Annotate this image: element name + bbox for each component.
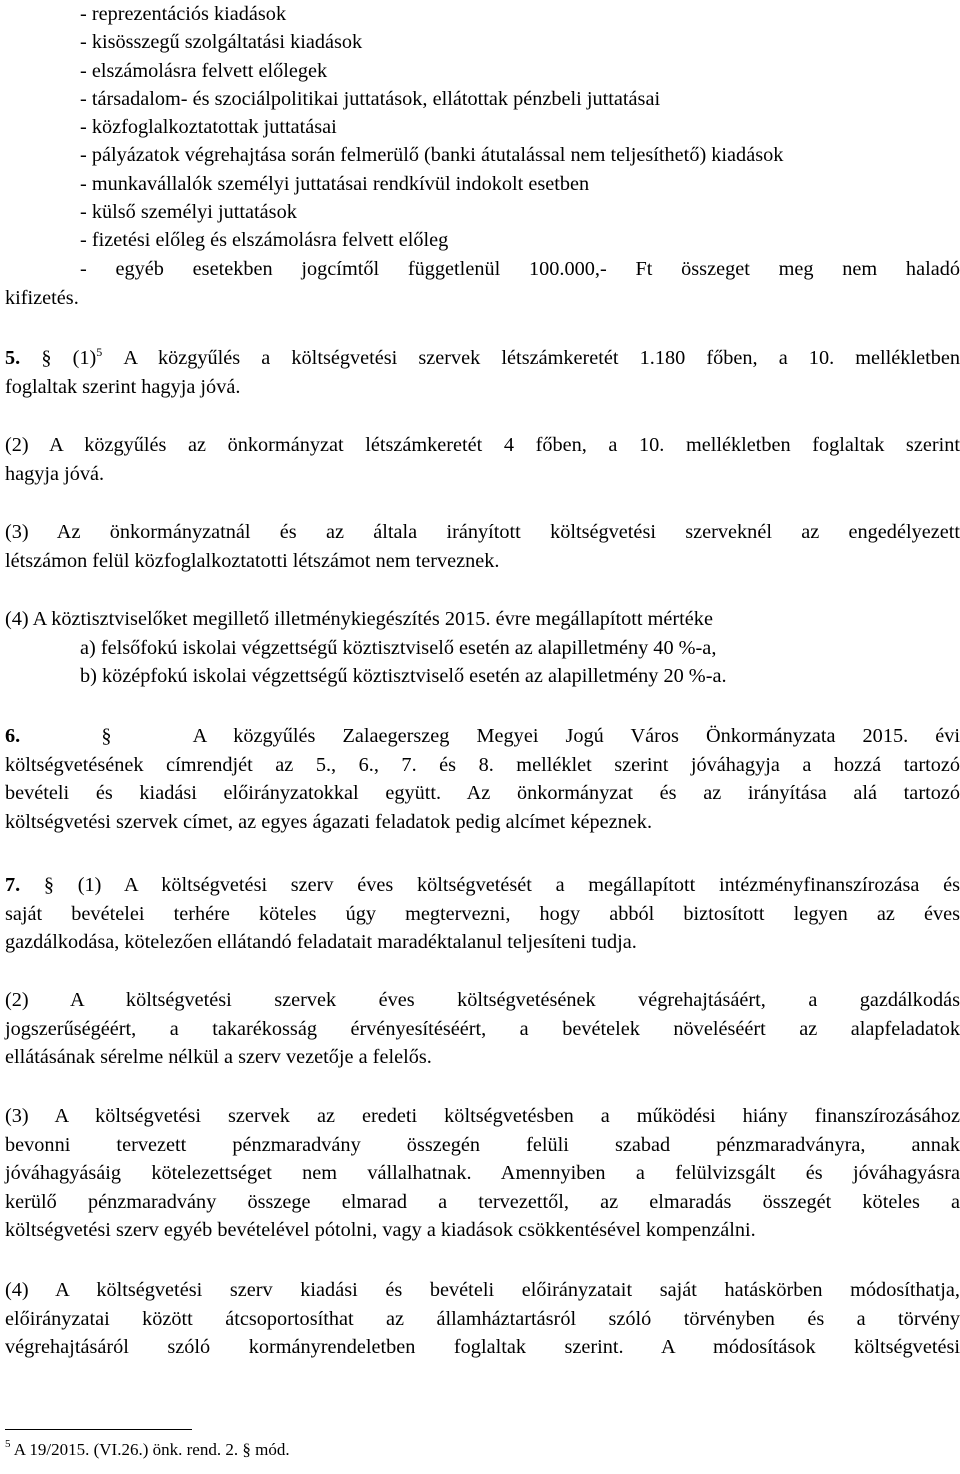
paragraph-text: (2) A költségvetési szervek éves költségvetésének végrehajtásáért, a gazdálkodás [5, 989, 960, 1011]
paragraph-text: jóváhagyásáig kötelezettséget nem vállalhatnak. Amennyiben a felülvizsgált és jóváhagyásra [5, 1162, 960, 1185]
paragraph-text: (3) A költségvetési szervek az eredeti költségvetésben a működési hiány finanszírozásához [5, 1105, 960, 1127]
paragraph-text: bevonni tervezett pénzmaradvány összegén felüli szabad pénzmaradványra, annak [5, 1133, 960, 1156]
section-7-paragraph-2 [5, 986, 960, 1072]
section-5-paragraph-3 [5, 518, 960, 575]
list-item: - társadalom- és szociálpolitikai juttatások, ellátottak pénzbeli juttatásai [80, 87, 661, 110]
paragraph-text: ellátásának sérelme nélkül a szerv vezetője a felelős. [5, 1046, 432, 1069]
paragraph-text: (3) Az önkormányzatnál és az általa irányított költségvetési szerveknél az engedélyezett [5, 521, 960, 543]
paragraph-text: (4) A köztisztviselőket megillető illetménykiegészítés 2015. évre megállapított mértéke [5, 608, 713, 630]
footnote [5, 1437, 290, 1463]
paragraph-text: (1) A költségvetési szerv éves költségvetését a megállapított intézményfinanszírozása és [77, 874, 960, 896]
paragraph-text: A közgyűlés Zalaegerszeg Megyei Jogú Város Önkormányzata 2015. évi [192, 725, 960, 747]
paragraph-subitem: b) középfokú iskolai végzettségű köztisztviselő esetén az alapilletmény 20 %-a. [80, 665, 727, 688]
paragraph-text: végrehajtásáról szóló kormányrendeletben foglaltak szerint. A módosítások költségvetési [5, 1336, 960, 1359]
paragraph-text: költségvetési szerv egyéb bevételével pótolni, vagy a kiadások csökkentésével kompenzálni. [5, 1219, 756, 1242]
list-item: - reprezentációs kiadások [80, 3, 287, 25]
footnote-marker: 5 [5, 1438, 11, 1450]
expense-list [5, 0, 960, 313]
paragraph-text: foglaltak szerint hagyja jóvá. [5, 375, 241, 398]
paragraph-text: kerülő pénzmaradvány összege elmarad a tervezettől, az elmaradás összegét köteles a [5, 1190, 960, 1213]
paragraph-subitem: a) felsőfokú iskolai végzettségű köztisztviselő esetén az alapilletmény 40 %-a, [80, 636, 717, 659]
paragraph-text: (2) A közgyűlés az önkormányzat létszámkeretét 4 főben, a 10. mellékletben foglaltak szerint [5, 434, 960, 456]
footnote-separator [5, 1429, 192, 1430]
section-6-paragraph [5, 722, 960, 836]
section-7-paragraph-1 [5, 871, 960, 957]
section-5-paragraph-4 [5, 605, 960, 691]
list-item: - közfoglalkoztatottak juttatásai [80, 116, 337, 139]
footnote-text: mód. [250, 1440, 290, 1459]
paragraph-text: bevételi és kiadási előirányzatokkal együtt. Az önkormányzat és az irányítása alá tartozó [5, 782, 960, 805]
footnote-ref[interactable]: 5 [96, 345, 103, 359]
section-5-paragraph-1 [5, 344, 960, 401]
paragraph-text: A közgyűlés a költségvetési szervek létszámkeretét 1.180 főben, a 10. mellékletben [123, 347, 960, 369]
footnote-text: A 19/2015. (VI.26.) önk. rend. 2. [10, 1440, 243, 1459]
list-item: - elszámolásra felvett előlegek [80, 59, 328, 82]
section-7-paragraph-3 [5, 1102, 960, 1245]
section-sign: § [43, 874, 55, 896]
section-sign: § [101, 725, 112, 747]
list-item: - fizetési előleg és elszámolásra felvett előleg [80, 229, 449, 252]
paragraph-text: hagyja jóvá. [5, 462, 105, 485]
list-item: - munkavállalók személyi juttatásai rendkívül indokolt esetben [80, 172, 590, 195]
list-item: - külső személyi juttatások [80, 201, 297, 224]
section-number: 6. [5, 725, 21, 747]
paragraph-number: (1) [72, 347, 97, 369]
paragraph-text: saját bevételei terhére köteles úgy megtervezni, hogy abból biztosított legyen az éves [5, 902, 960, 925]
list-item: - egyéb esetekben jogcímtől függetlenül 100.000,- Ft összeget meg nem haladó [80, 257, 960, 280]
paragraph-text: költségvetési szervek címet, az egyes ágazati feladatok pedig alcímet képeznek. [5, 810, 653, 833]
list-item: - kisösszegű szolgáltatási kiadások [80, 31, 363, 54]
section-5-paragraph-2 [5, 431, 960, 488]
section-sign: § [41, 347, 52, 369]
paragraph-text: költségvetésének címrendjét az 5., 6., 7. és 8. melléklet szerint jóváhagyja a hozzá tartozó [5, 753, 960, 776]
paragraph-text: létszámon felül közfoglalkoztatotti létszámot nem terveznek. [5, 549, 500, 572]
section-sign: § [242, 1440, 251, 1459]
section-7-paragraph-4 [5, 1276, 960, 1362]
paragraph-text: gazdálkodása, kötelezően ellátandó feladatait maradéktalanul teljesíteni tudja. [5, 931, 637, 954]
list-item: - pályázatok végrehajtása során felmerülő (banki átutalással nem teljesíthető) kiadások [80, 144, 784, 167]
paragraph-text: (4) A költségvetési szerv kiadási és bevételi előirányzatait saját hatáskörben módosíthatja, [5, 1279, 960, 1301]
section-number: 7. [5, 874, 21, 896]
section-number: 5. [5, 347, 21, 369]
paragraph-text: előirányzatai között átcsoportosíthat az államháztartásról szóló törvényben és a törvény [5, 1307, 960, 1330]
paragraph-text: jogszerűségéért, a takarékosság érvényesítéséért, a bevételek növeléséért az alapfeladatok [5, 1017, 960, 1040]
list-item-continuation: kifizetés. [5, 286, 79, 309]
